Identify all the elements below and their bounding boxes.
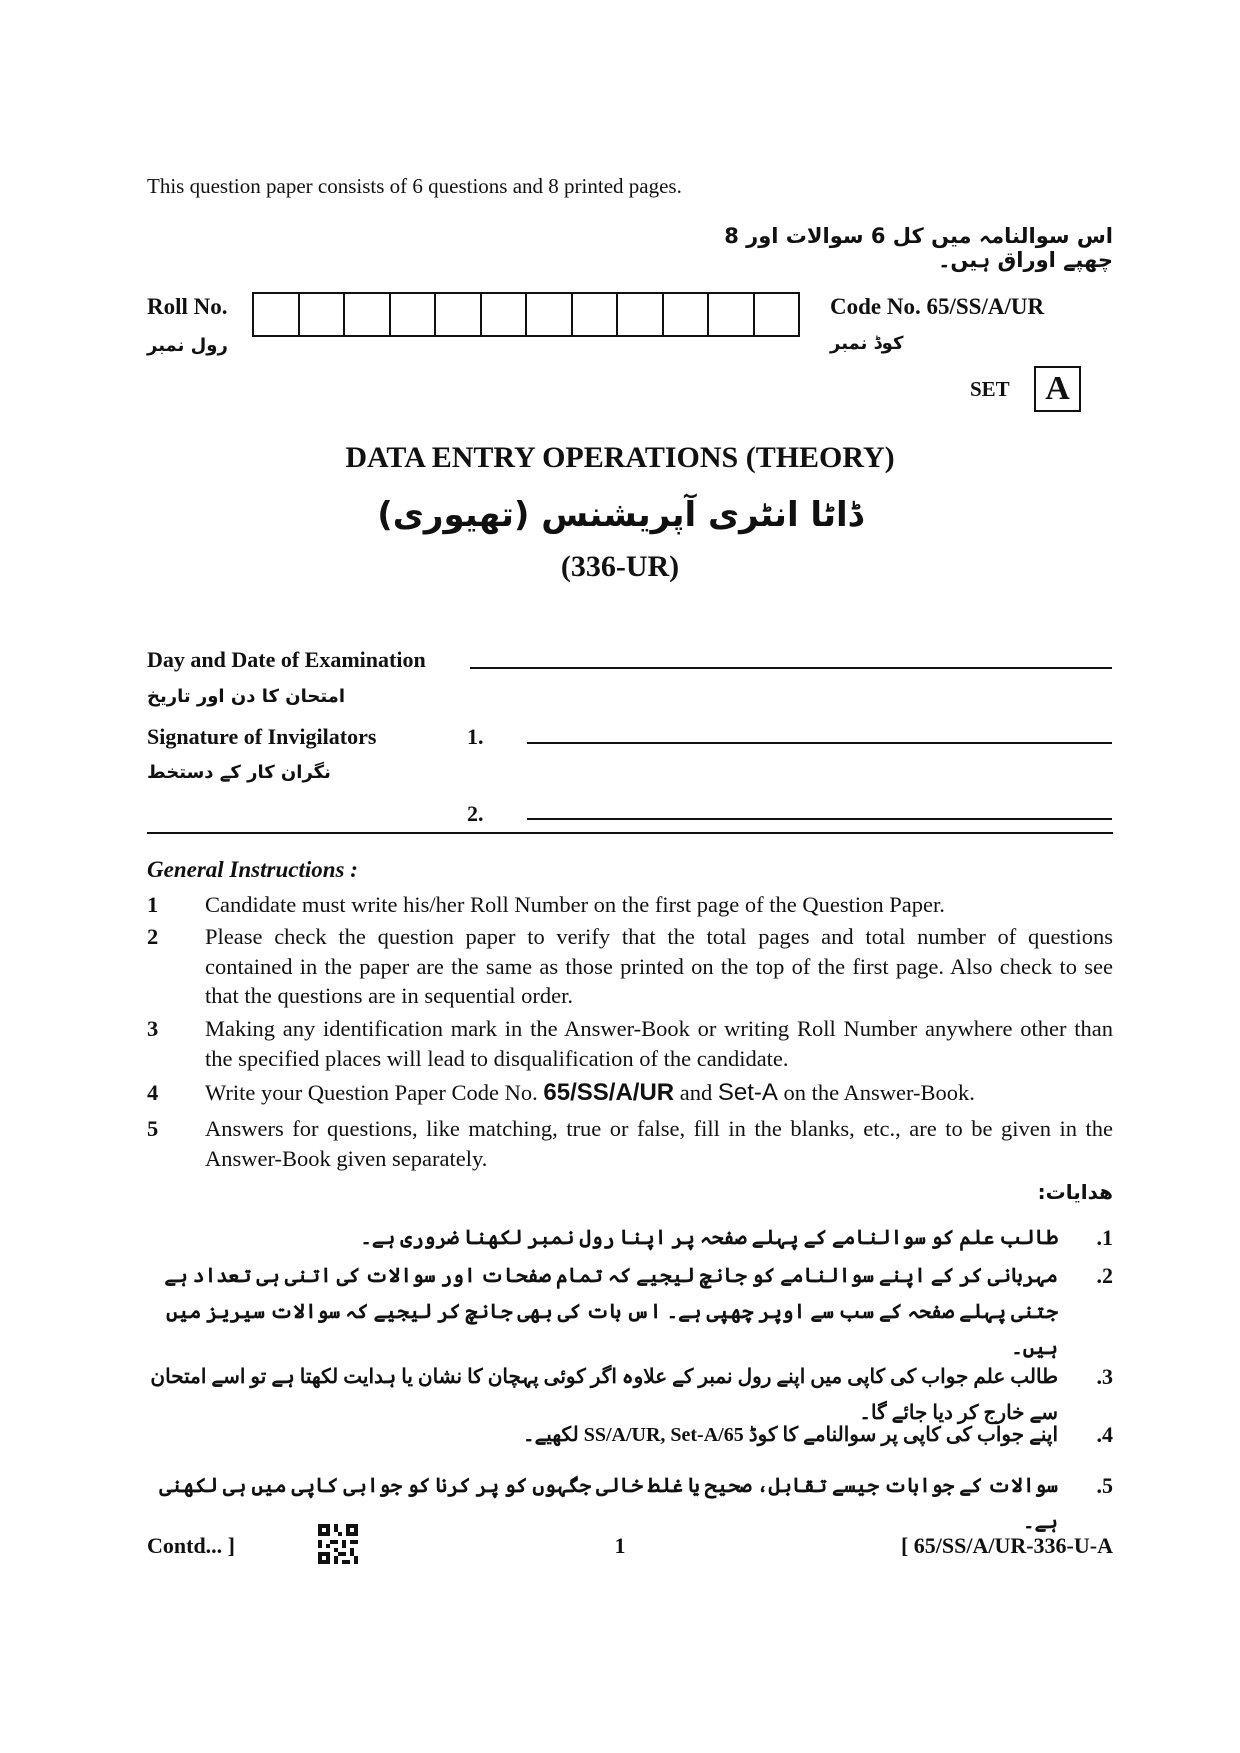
code-number: Code No. 65/SS/A/UR xyxy=(830,294,1045,319)
instruction-number: 4 xyxy=(147,1080,159,1105)
instruction-number: 3 xyxy=(147,1016,159,1041)
instruction-number: 5 xyxy=(147,1116,159,1141)
instruction-number: 1 xyxy=(147,892,159,917)
roll-number-boxes[interactable] xyxy=(252,292,800,337)
invigilator-1-signature-field[interactable] xyxy=(527,742,1112,744)
roll-number-cell[interactable] xyxy=(527,294,573,335)
exam-date-field[interactable] xyxy=(470,667,1112,669)
roll-number-cell[interactable] xyxy=(391,294,437,335)
urdu-instruction-number: .5 xyxy=(1096,1473,1113,1498)
instruction-item xyxy=(147,1114,1113,1173)
urdu-instruction-text: طالب علم جواب کی کاپی میں اپنے رول نمبر کے علاوہ اگر کوئی پہچان کا نشان یا ہدایت لکھتا ہے تو اسے امتحان سے خارج کر دیا جائے گا۔ xyxy=(150,1366,1058,1424)
instruction-text-pre: Write your Question Paper Code No. xyxy=(205,1080,538,1105)
general-instructions-heading: General Instructions : xyxy=(147,857,358,882)
urdu-instruction-item xyxy=(147,1220,1113,1256)
roll-number-cell[interactable] xyxy=(482,294,528,335)
urdu-instruction-number: .4 xyxy=(1096,1422,1113,1447)
roll-number-cell[interactable] xyxy=(436,294,482,335)
continued-marker: Contd... ] xyxy=(147,1533,236,1558)
subject-title: DATA ENTRY OPERATIONS (THEORY) xyxy=(345,441,895,474)
urdu-instruction-number: .3 xyxy=(1096,1364,1113,1389)
urdu-instruction-text: طالب علم کو سوالنامے کے پہلے صفحہ پر اپنا رول نمبر لکھنا ضروری ہے۔ xyxy=(360,1227,1058,1249)
question-paper-code: 65/SS/A/UR xyxy=(543,1079,675,1106)
roll-number-cell[interactable] xyxy=(345,294,391,335)
instruction-text xyxy=(205,1078,1113,1108)
subject-code: (336-UR) xyxy=(560,550,680,583)
roll-number-cell[interactable] xyxy=(709,294,755,335)
urdu-instruction-number: .1 xyxy=(1096,1225,1113,1250)
urdu-instructions-heading: ھدایات: xyxy=(1037,1180,1113,1204)
invigilator-2-signature-field[interactable] xyxy=(527,818,1112,820)
instruction-item xyxy=(147,922,1113,1011)
subject-title-urdu: ڈاٹا انٹری آپریشنس (تھیوری) xyxy=(377,495,863,535)
roll-number-label: Roll No. xyxy=(147,294,228,319)
instruction-item xyxy=(147,1078,1113,1108)
urdu-instruction-number: .2 xyxy=(1096,1263,1113,1288)
roll-number-cell[interactable] xyxy=(573,294,619,335)
roll-number-cell[interactable] xyxy=(300,294,346,335)
urdu-instruction-text: مہربانی کر کے اپنے سوالنامے کو جانچ لیجیے کہ تمام صفحات اور سوالات کی اتنی ہی تعداد ہے جتنی پہلے صفحہ کے سب سے اوپر چھپی ہے۔ اس بات کی بھی جانچ کر لیجیے کہ سوالات سیریز میں ہیں۔ xyxy=(164,1265,1058,1359)
roll-number-cell[interactable] xyxy=(618,294,664,335)
urdu-instruction-item xyxy=(147,1258,1113,1366)
set-code: Set-A xyxy=(717,1079,778,1106)
exam-date-label-urdu: امتحان کا دن اور تاریخ xyxy=(147,686,345,707)
invigilator-1-number: 1. xyxy=(467,724,484,749)
footer-paper-code: [ 65/SS/A/UR-336-U-A xyxy=(900,1533,1113,1558)
invigilators-label-urdu: نگران کار کے دستخط xyxy=(147,762,331,783)
roll-number-label-urdu: رول نمبر xyxy=(147,335,228,356)
roll-number-cell[interactable] xyxy=(664,294,710,335)
urdu-instruction-item xyxy=(147,1468,1113,1540)
page-count-note-urdu: اس سوالنامہ میں کل 6 سوالات اور 8 چھپے اوراق ہیں۔ xyxy=(724,224,1113,272)
page-count-note: This question paper consists of 6 questions and 8 printed pages. xyxy=(147,174,682,198)
roll-number-cell[interactable] xyxy=(254,294,300,335)
exam-date-label: Day and Date of Examination xyxy=(147,647,426,672)
instruction-text: Please check the question paper to verify that the total pages and total number of questions contained in the paper are the same as those printed on the top of the first page. Also check to see that the questions are in sequential order. xyxy=(205,924,1113,1008)
instruction-number: 2 xyxy=(147,924,159,949)
page-number: 1 xyxy=(614,1533,626,1558)
set-label: SET xyxy=(970,377,1010,401)
instruction-item xyxy=(147,890,1113,920)
urdu-instruction-text: اپنے جواب کی کاپی پر سوالنامے کا کوڈ 65/SS/A/UR, Set-A لکھیے۔ xyxy=(522,1424,1058,1446)
instruction-text-post: on the Answer-Book. xyxy=(783,1080,975,1105)
urdu-instruction-text: سوالات کے جوابات جیسے تقابل، صحیح یا غلط خالی جگہوں کو پر کرنا کو جوابی کاپی میں ہی لکھنی ہے۔ xyxy=(159,1475,1058,1533)
code-number-label-urdu: کوڈ نمبر xyxy=(830,333,904,354)
instruction-text-mid: and xyxy=(679,1080,713,1105)
urdu-instruction-item xyxy=(147,1417,1113,1453)
invigilators-label: Signature of Invigilators xyxy=(147,724,377,749)
instruction-text: Answers for questions, like matching, true or false, fill in the blanks, etc., are to be given in the Answer-Book given separately. xyxy=(205,1116,1113,1171)
divider xyxy=(147,832,1113,834)
invigilator-2-number: 2. xyxy=(467,801,484,826)
instruction-item xyxy=(147,1014,1113,1073)
instruction-text: Candidate must write his/her Roll Number on the first page of the Question Paper. xyxy=(205,892,945,917)
instruction-text: Making any identification mark in the Answer-Book or writing Roll Number anywhere other than the specified places will lead to disqualification of the candidate. xyxy=(205,1016,1113,1071)
roll-number-cell[interactable] xyxy=(755,294,799,335)
set-badge: A xyxy=(1034,366,1081,412)
